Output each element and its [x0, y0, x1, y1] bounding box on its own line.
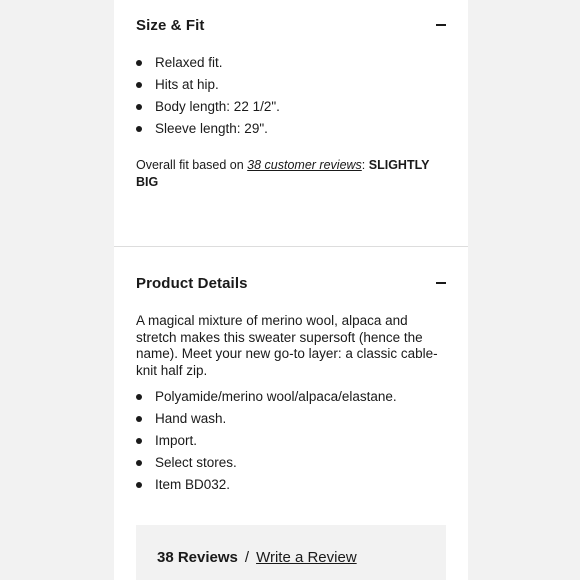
section-divider: [114, 246, 468, 247]
fit-result: SLIGHTLY BIG: [136, 158, 430, 189]
write-review-link[interactable]: Write a Review: [256, 549, 357, 566]
reviews-summary: [136, 525, 446, 580]
product-description: A magical mixture of merino wool, alpaca and stretch makes this sweater supersoft (hence the name). Meet your new go-to layer: a classic cable-knit half zip.: [136, 313, 438, 378]
list-item: Import.: [136, 430, 397, 452]
reviews-count: 38 Reviews: [157, 549, 238, 566]
minus-icon[interactable]: [436, 24, 446, 26]
customer-reviews-link[interactable]: 38 customer reviews: [247, 158, 362, 172]
list-item: Relaxed fit.: [136, 52, 280, 74]
product-details-title: Product Details: [136, 274, 248, 292]
product-details-header[interactable]: [136, 271, 446, 295]
list-item: Hits at hip.: [136, 74, 280, 96]
minus-icon[interactable]: [436, 282, 446, 284]
fit-prefix: Overall fit based on: [136, 158, 248, 172]
list-item: Polyamide/merino wool/alpaca/elastane.: [136, 386, 397, 408]
reviews-separator: /: [244, 549, 250, 566]
size-fit-header[interactable]: [136, 13, 446, 37]
size-fit-list: [136, 52, 280, 140]
list-item: Hand wash.: [136, 408, 397, 430]
reviews-line: [157, 549, 357, 566]
product-details-list: [136, 386, 397, 496]
list-item: Sleeve length: 29".: [136, 118, 280, 140]
list-item: Select stores.: [136, 452, 397, 474]
size-fit-title: Size & Fit: [136, 16, 205, 34]
list-item: Body length: 22 1/2".: [136, 96, 280, 118]
list-item: Item BD032.: [136, 474, 397, 496]
overall-fit-text: [136, 157, 436, 191]
fit-colon: :: [361, 158, 369, 172]
product-info-panel: [114, 0, 468, 580]
